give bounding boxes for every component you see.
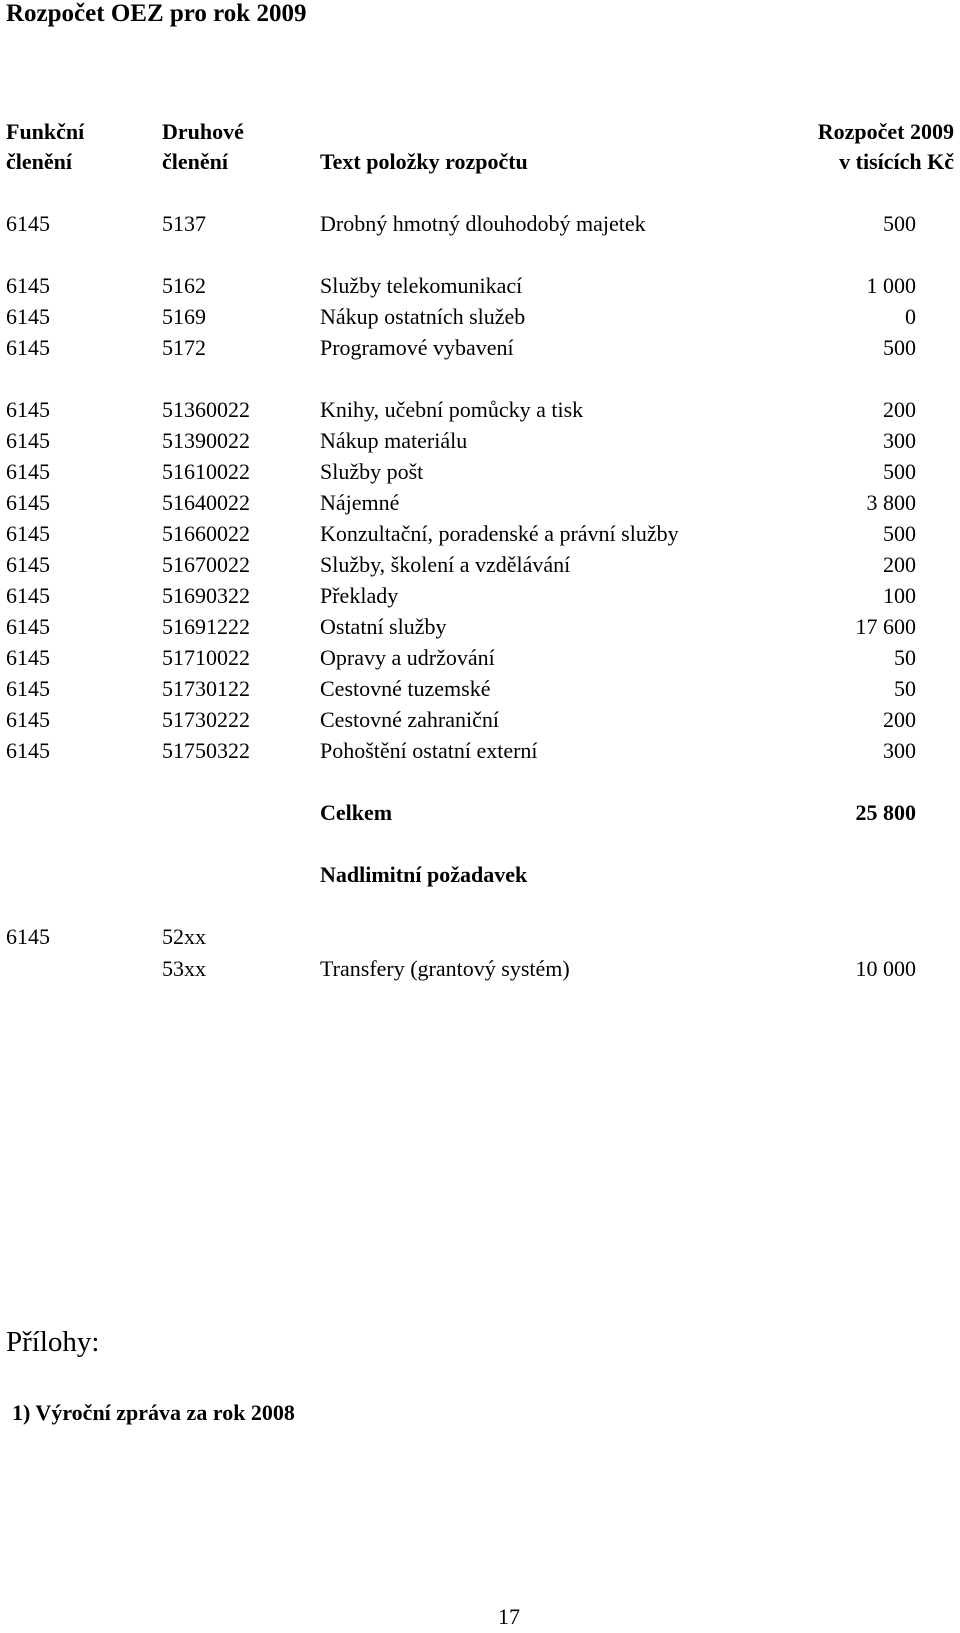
over-limit-row [0, 922, 960, 952]
functional-code: 6145 [6, 924, 50, 949]
item-amount: 17 600 [855, 614, 916, 639]
functional-code: 6145 [6, 645, 50, 670]
item-amount: 3 800 [866, 490, 916, 515]
table-row [0, 581, 960, 611]
functional-code: 6145 [6, 397, 50, 422]
total-label: Celkem [320, 800, 393, 825]
item-amount: 300 [883, 738, 916, 763]
item-text: Cestovné tuzemské [320, 676, 491, 701]
table-row [0, 209, 960, 239]
header-functional-line1: Funkční [6, 119, 85, 144]
table-row [0, 612, 960, 642]
item-text: Knihy, učební pomůcky a tisk [320, 397, 584, 422]
header-type-line1: Druhové [162, 119, 244, 144]
table-row [0, 488, 960, 518]
type-code: 51750322 [162, 738, 250, 763]
header-item-text: Text položky rozpočtu [320, 149, 528, 174]
item-text: Překlady [320, 583, 399, 608]
table-row [0, 395, 960, 425]
functional-code: 6145 [6, 583, 50, 608]
item-amount: 200 [883, 552, 916, 577]
table-row [0, 302, 960, 332]
table-row [0, 271, 960, 301]
item-text: Pohoštění ostatní externí [320, 738, 538, 763]
header-budget-line1: Rozpočet 2009 [817, 119, 954, 144]
item-text: Služby telekomunikací [320, 273, 523, 298]
item-amount: 300 [883, 428, 916, 453]
total-amount: 25 800 [855, 800, 916, 825]
table-row [0, 674, 960, 704]
functional-code: 6145 [6, 521, 50, 546]
functional-code: 6145 [6, 459, 50, 484]
item-text: Služby pošt [320, 459, 424, 484]
table-row [0, 550, 960, 580]
item-text: Konzultační, poradenské a právní služby [320, 521, 679, 546]
item-amount: 200 [883, 397, 916, 422]
header-functional-line2: členění [6, 149, 72, 174]
type-code: 5137 [162, 211, 206, 236]
functional-code: 6145 [6, 304, 50, 329]
type-code: 5169 [162, 304, 206, 329]
item-text: Opravy a udržování [320, 645, 495, 670]
item-amount: 50 [894, 676, 916, 701]
item-text: Transfery (grantový systém) [320, 956, 570, 981]
item-text: Drobný hmotný dlouhodobý majetek [320, 211, 646, 236]
attachment-item: 1) Výroční zpráva za rok 2008 [12, 1400, 295, 1425]
table-row [0, 736, 960, 766]
item-text: Ostatní služby [320, 614, 447, 639]
attachments-heading: Přílohy: [6, 1326, 100, 1358]
functional-code: 6145 [6, 273, 50, 298]
table-row [0, 457, 960, 487]
type-code: 51691222 [162, 614, 250, 639]
item-text: Cestovné zahraniční [320, 707, 499, 732]
item-text: Programové vybavení [320, 335, 514, 360]
item-amount: 500 [883, 521, 916, 546]
functional-code: 6145 [6, 490, 50, 515]
item-amount: 200 [883, 707, 916, 732]
functional-code: 6145 [6, 552, 50, 577]
type-code: 51730122 [162, 676, 250, 701]
type-code: 5172 [162, 335, 206, 360]
type-code: 51730222 [162, 707, 250, 732]
type-code: 53xx [162, 956, 206, 981]
over-limit-row [0, 954, 960, 984]
type-code: 51610022 [162, 459, 250, 484]
type-code: 51390022 [162, 428, 250, 453]
item-amount: 500 [883, 459, 916, 484]
functional-code: 6145 [6, 211, 50, 236]
table-row [0, 333, 960, 363]
header-budget-line2: v tisících Kč [839, 149, 954, 174]
item-amount: 10 000 [855, 956, 916, 981]
type-code: 51690322 [162, 583, 250, 608]
item-amount: 500 [883, 335, 916, 360]
table-row [0, 705, 960, 735]
item-amount: 1 000 [866, 273, 916, 298]
type-code: 51660022 [162, 521, 250, 546]
item-text: Služby, školení a vzdělávání [320, 552, 571, 577]
functional-code: 6145 [6, 676, 50, 701]
header-type-line2: členění [162, 149, 228, 174]
functional-code: 6145 [6, 614, 50, 639]
document-title: Rozpočet OEZ pro rok 2009 [6, 0, 307, 27]
item-text: Nákup materiálu [320, 428, 468, 453]
table-row [0, 643, 960, 673]
total-row [0, 798, 960, 828]
over-limit-heading-row [0, 860, 960, 890]
item-text: Nákup ostatních služeb [320, 304, 526, 329]
table-row [0, 519, 960, 549]
functional-code: 6145 [6, 707, 50, 732]
table-row [0, 426, 960, 456]
over-limit-heading: Nadlimitní požadavek [320, 862, 528, 887]
item-amount: 0 [905, 304, 916, 329]
type-code: 51360022 [162, 397, 250, 422]
item-amount: 100 [883, 583, 916, 608]
item-amount: 500 [883, 211, 916, 236]
item-amount: 50 [894, 645, 916, 670]
type-code: 51710022 [162, 645, 250, 670]
functional-code: 6145 [6, 335, 50, 360]
type-code: 51640022 [162, 490, 250, 515]
page-number: 17 [498, 1604, 520, 1629]
functional-code: 6145 [6, 428, 50, 453]
type-code: 51670022 [162, 552, 250, 577]
functional-code: 6145 [6, 738, 50, 763]
type-code: 5162 [162, 273, 206, 298]
type-code: 52xx [162, 924, 206, 949]
item-text: Nájemné [320, 490, 400, 515]
